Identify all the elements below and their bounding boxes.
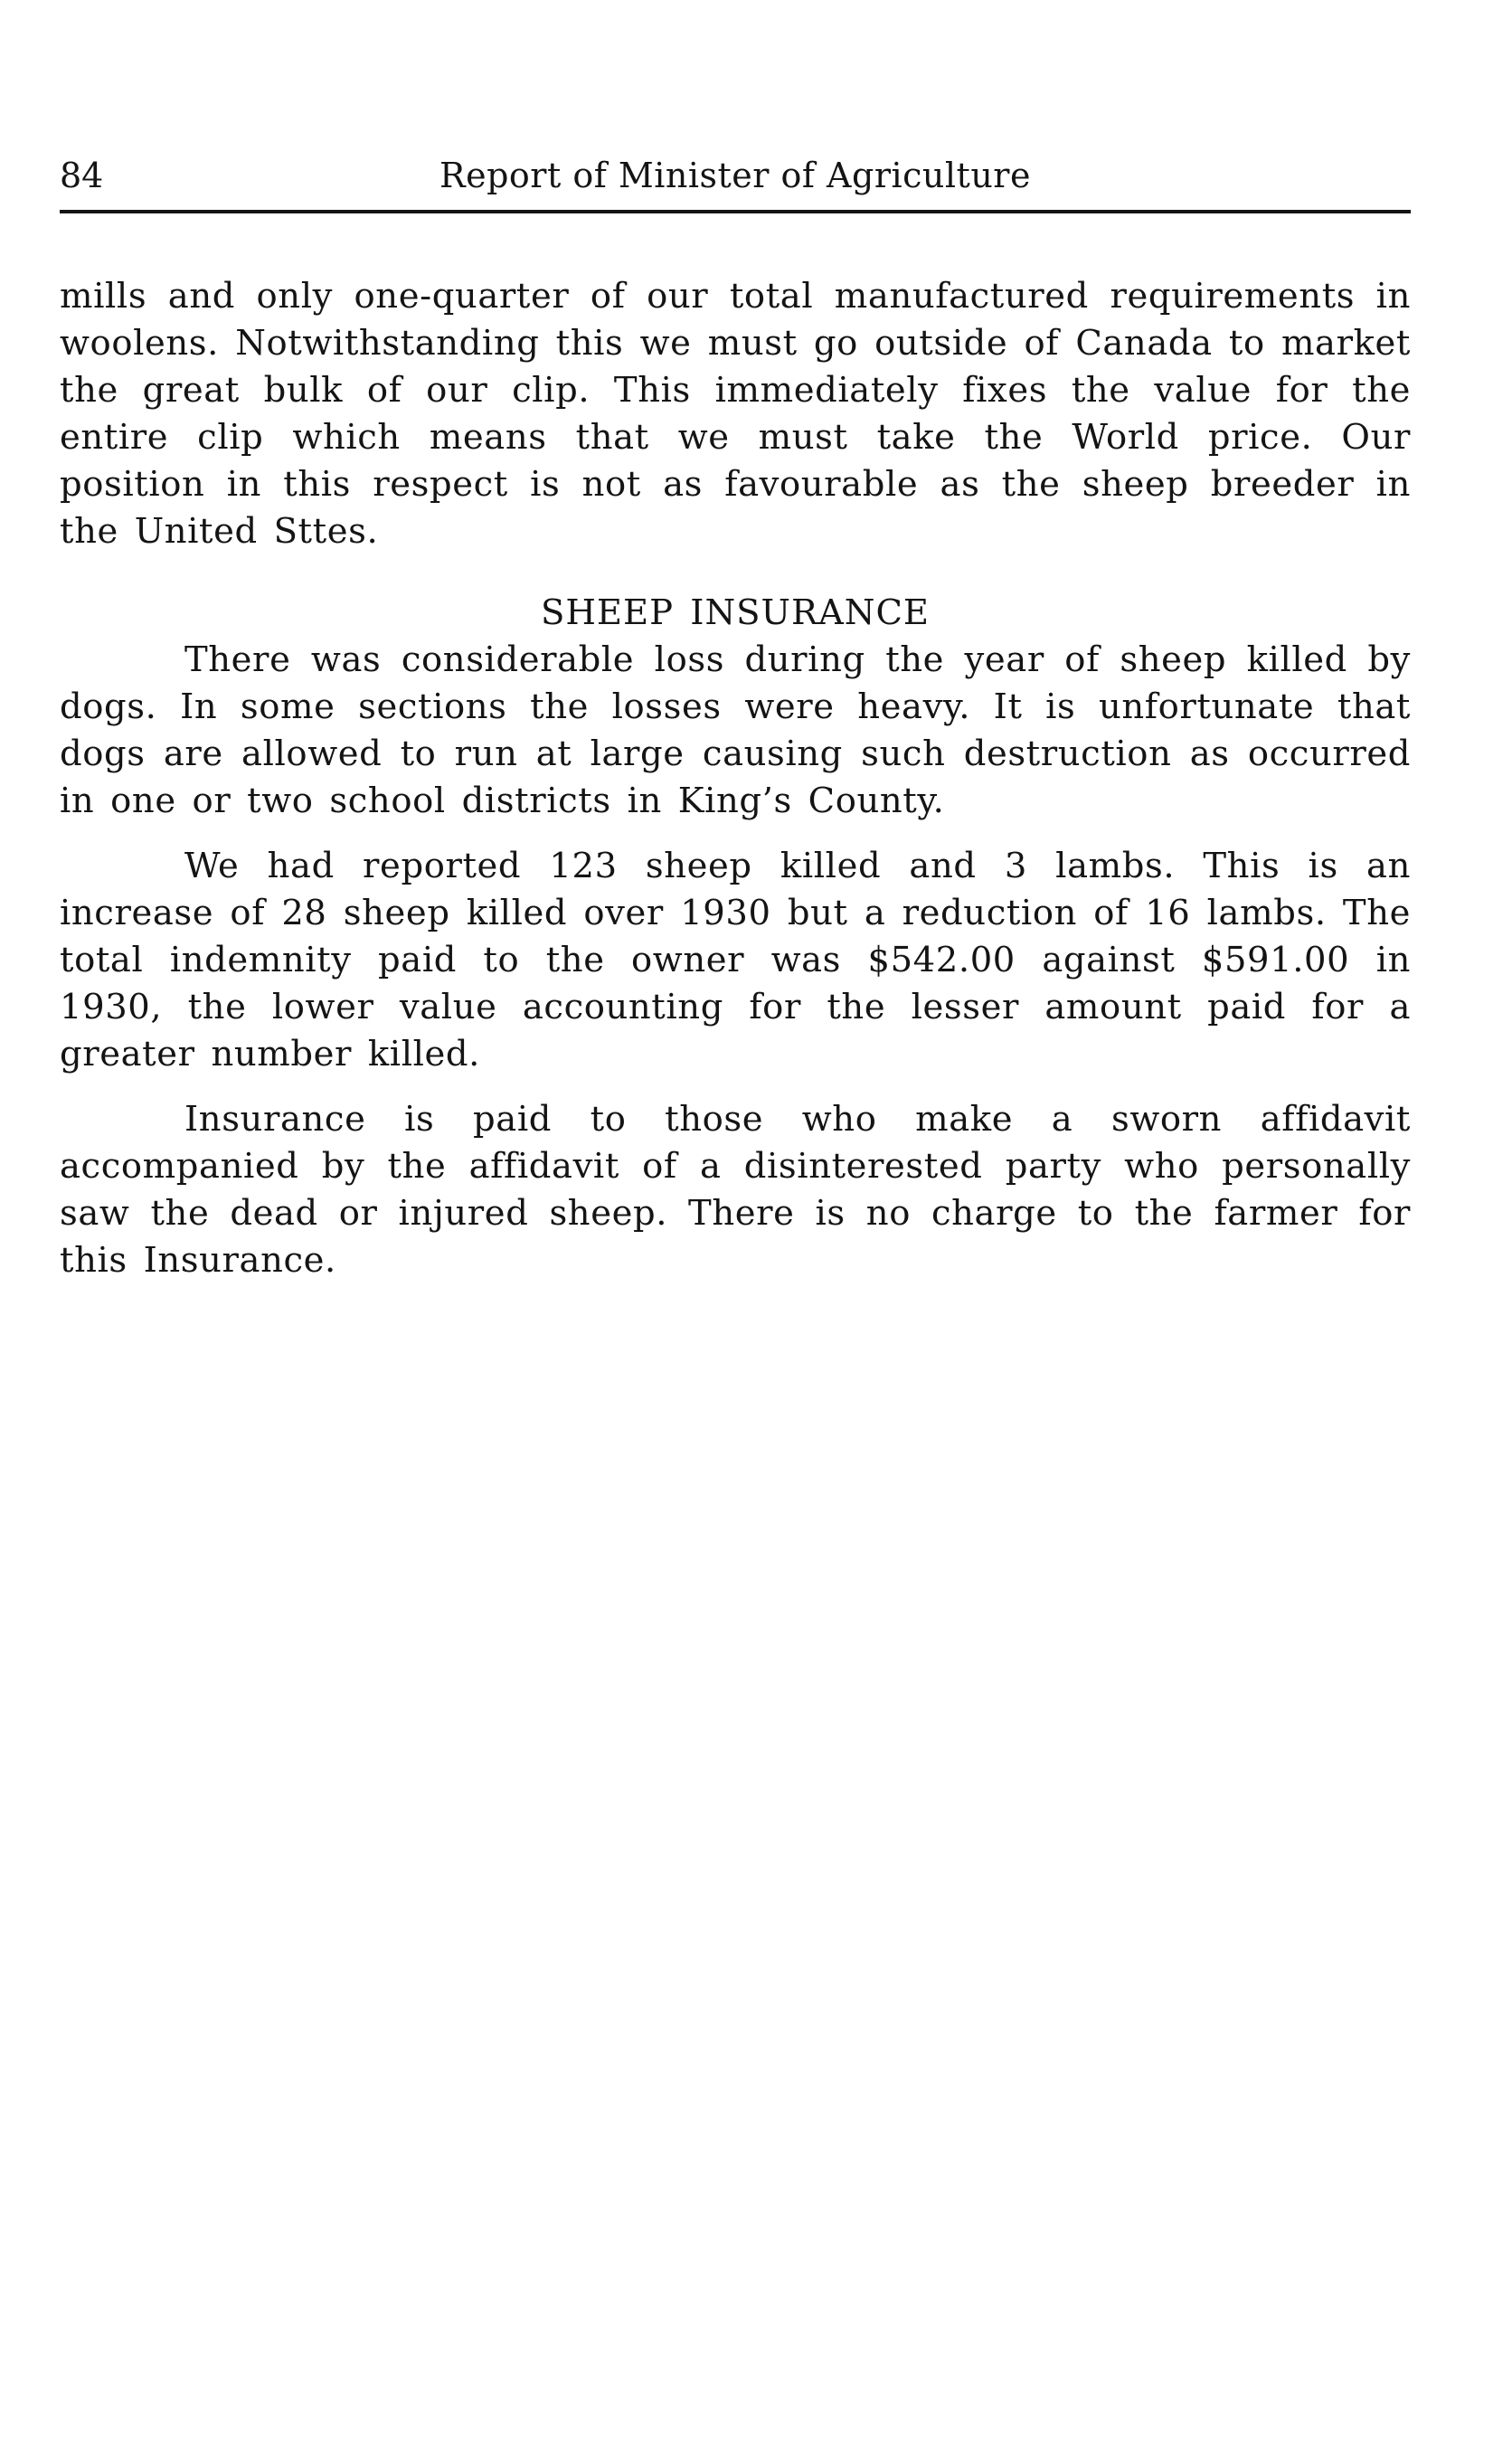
continued-paragraph: mills and only one-quarter of our total manufactured requirements in woolens. Notwithstanding this we must go outside of Canada to market the great bulk of our clip. This immediately fixes the value for the entire clip which means that we must take the World price. Our position in this respect is not as favourable as the sheep breeder in the United Sttes. (60, 276, 1411, 552)
paragraph-insurance-conditions: Insurance is paid to those who make a sworn affidavit accompanied by the affidavit of a disinterested party who personally saw the dead or injured sheep. There is no charge to the farmer for this Insurance. (60, 1099, 1411, 1281)
page-header (60, 150, 1411, 206)
paragraph-indemnity: We had reported 123 sheep killed and 3 lambs. This is an increase of 28 sheep killed over 1930 but a reduction of 16 lambs. The total indemnity paid to the owner was $542.00 against $591.00 in 1930, the lower value accounting for the lesser amount paid for a greater number killed. (60, 846, 1411, 1074)
body-text (60, 273, 1411, 1284)
header-rule (60, 210, 1411, 213)
running-title: Report of Minister of Agriculture (439, 156, 1031, 195)
paragraph-dog-losses: There was considerable loss during the year of sheep killed by dogs. In some sections the losses were heavy. It is unfortunate that dogs are allowed to run at large causing such destruction as occurred in one or two school districts in King’s County. (60, 639, 1411, 821)
section-heading: SHEEP INSURANCE (540, 592, 931, 633)
page-number: 84 (60, 156, 104, 195)
